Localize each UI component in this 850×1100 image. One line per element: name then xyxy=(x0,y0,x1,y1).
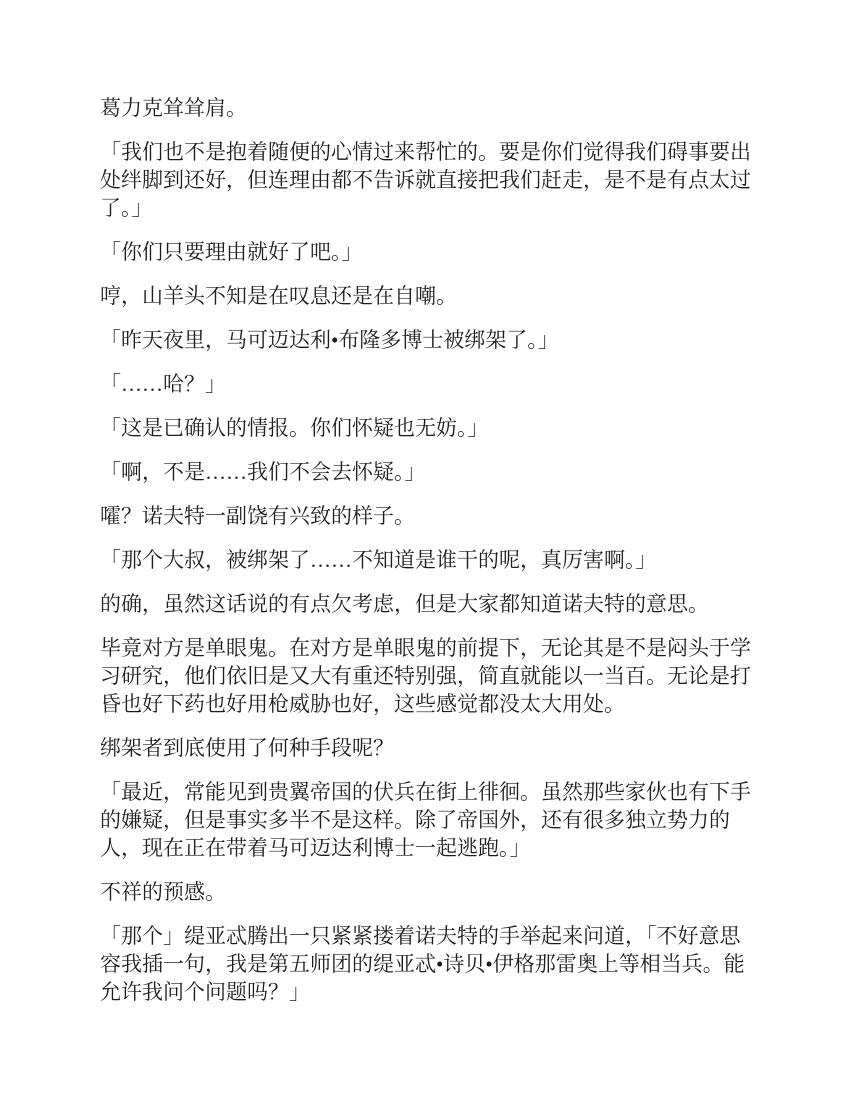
text-line: 「……哈？」 xyxy=(100,372,226,396)
paragraph xyxy=(100,238,760,266)
paragraph xyxy=(100,414,760,442)
text-line: 「我们也不是抱着随便的心情过来帮忙的。要是你们觉得我们碍事要出 xyxy=(100,140,751,164)
text-line: 了。」 xyxy=(100,196,153,220)
text-line: 「那个大叔，被绑架了……不知道是谁干的呢，真厉害啊。」 xyxy=(100,548,657,572)
text-line: 容我插一句，我是第五师团的缇亚忒•诗贝•伊格那雷奥上等相当兵。能 xyxy=(100,952,745,976)
paragraph xyxy=(100,634,760,718)
text-line: 不祥的预感。 xyxy=(100,880,226,904)
paragraph xyxy=(100,94,760,122)
paragraph xyxy=(100,458,760,486)
text-line: 毕竟对方是单眼鬼。在对方是单眼鬼的前提下，无论其是不是闷头于学 xyxy=(100,636,751,660)
paragraph xyxy=(100,778,760,862)
paragraph xyxy=(100,502,760,530)
text-line: 葛力克耸耸肩。 xyxy=(100,96,247,120)
paragraph xyxy=(100,922,760,1006)
paragraph xyxy=(100,590,760,618)
text-line: 绑架者到底使用了何种手段呢？ xyxy=(100,736,394,760)
text-line: 昏也好下药也好用枪威胁也好，这些感觉都没太大用处。 xyxy=(100,692,625,716)
paragraph xyxy=(100,878,760,906)
text-line: 「那个」缇亚忒腾出一只紧紧搂着诺夫特的手举起来问道，「不好意思 xyxy=(100,924,741,948)
text-line: 「你们只要理由就好了吧。」 xyxy=(100,240,363,264)
text-column xyxy=(100,94,760,1022)
text-line: 习研究，他们依旧是又大有重还特别强，简直就能以一当百。无论是打 xyxy=(100,664,751,688)
paragraph xyxy=(100,138,760,222)
paragraph xyxy=(100,326,760,354)
paragraph xyxy=(100,546,760,574)
text-line: 处绊脚到还好，但连理由都不告诉就直接把我们赶走，是不是有点太过 xyxy=(100,168,751,192)
text-line: 嚯？诺夫特一副饶有兴致的样子。 xyxy=(100,504,415,528)
paragraph xyxy=(100,734,760,762)
text-line: 「这是已确认的情报。你们怀疑也无妨。」 xyxy=(100,416,489,440)
text-line: 哼，山羊头不知是在叹息还是在自嘲。 xyxy=(100,284,457,308)
paragraph xyxy=(100,370,760,398)
text-line: 的嫌疑，但是事实多半不是这样。除了帝国外，还有很多独立势力的 xyxy=(100,808,730,832)
text-line: 允许我问个问题吗？」 xyxy=(100,980,310,1004)
text-line: 「昨天夜里，马可迈达利•布隆多博士被绑架了。」 xyxy=(100,328,559,352)
text-line: 「啊，不是……我们不会去怀疑。」 xyxy=(100,460,426,484)
text-line: 的确，虽然这话说的有点欠考虑，但是大家都知道诺夫特的意思。 xyxy=(100,592,709,616)
paragraph xyxy=(100,282,760,310)
text-line: 「最近，常能见到贵翼帝国的伏兵在街上徘徊。虽然那些家伙也有下手 xyxy=(100,780,751,804)
text-line: 人，现在正在带着马可迈达利博士一起逃跑。」 xyxy=(100,836,531,860)
